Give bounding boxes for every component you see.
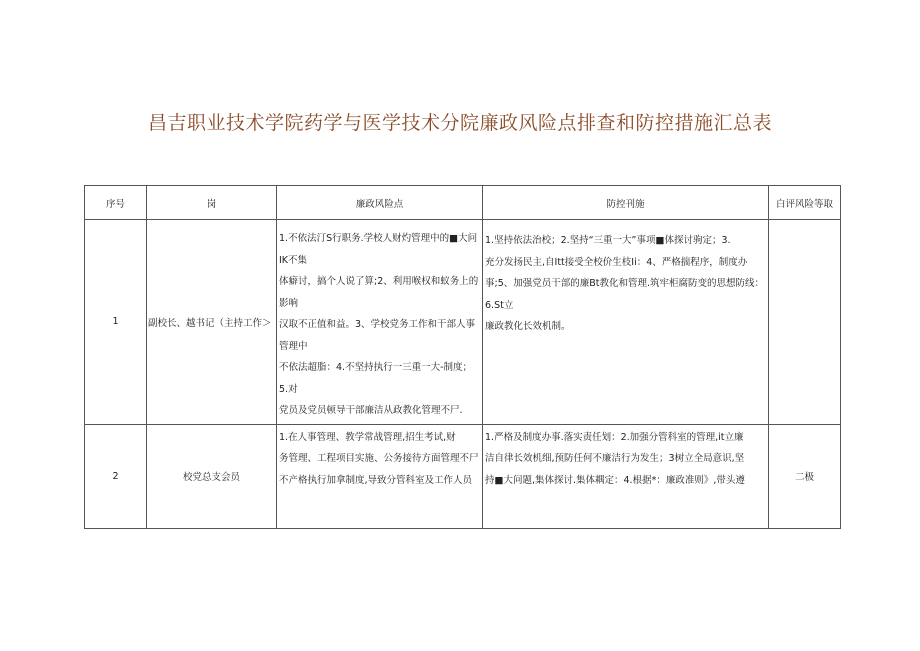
- row-risk: [277, 424, 483, 528]
- risk-line: 不产格执行加拿制度,导致分管科室及工作人员: [279, 474, 473, 486]
- row-no: 1: [85, 220, 147, 425]
- measure-line: 廉政教化长效机制。: [485, 321, 571, 332]
- row-risk: [277, 220, 483, 425]
- risk-line: 1.在人事管理、教学常战管理,招生考试,财: [279, 431, 456, 443]
- risk-summary-table: [84, 185, 841, 529]
- risk-line: 务管理、工程项目实施、公务接待方面管理不尸: [279, 453, 479, 464]
- header-risk: 廉政风险点: [277, 186, 483, 220]
- page-title: 昌吉职业技术学院药学与医学技术分院廉政风险点排查和防控措施汇总表: [147, 112, 772, 134]
- header-post: 岗: [147, 186, 277, 220]
- measure-line: 充分发扬民主,自Itt接受全校价生枝Ii：4、严格揣程序，制度办: [485, 256, 748, 268]
- header-level: 白评风险等取: [769, 186, 841, 220]
- risk-line: 党员及党员顿导干部廉洁从政教化管理不尸.: [279, 405, 463, 416]
- risk-line: 体癖讨，搞个人说了算;2、利用喉权和蚁务上的影响: [279, 276, 479, 309]
- risk-line: 汉取不正值和益。3、学校党务工作和干部人事管理中: [279, 319, 476, 352]
- table-row: [85, 424, 841, 528]
- row-measures: [483, 424, 769, 528]
- table-header-row: [85, 186, 841, 220]
- measure-line: 持■大问题,集体探讨.集体耦定：4.根据*：廉政准则》,带头遵: [485, 474, 745, 486]
- row-level: [769, 220, 841, 425]
- risk-line: 不依法超脂：4.不坚持执行一三重一大-制度；5.对: [279, 362, 472, 395]
- measure-line: 洁自律长效机细,预防任何不廉洁行为发生；3树立全局意识,坚: [485, 453, 745, 464]
- risk-line: 1.不依法汀S行职务.学校人财灼管理中的■大问IK不集: [279, 233, 478, 266]
- row-post: [147, 220, 277, 425]
- header-measures: 防控刊施: [483, 186, 769, 220]
- header-no: 序号: [85, 186, 147, 220]
- row-level: 二极: [769, 424, 841, 528]
- measure-line: 1.坚持依法治校；2.坚持“三重一大”事项■体探讨驹定；3.: [485, 235, 731, 246]
- post-label: 副校长、越书记（主持工作＞: [148, 317, 272, 329]
- measure-line: 事;5、加强党员干部的廉Bt教化和管理.筑牢柜腐防变的思想防线：6.St立: [485, 278, 765, 311]
- table-row: [85, 220, 841, 425]
- row-no: 2: [85, 424, 147, 528]
- measure-line: 1.严格及制度办事.落实责任划：2.加强分管科室的管理,it立廉: [485, 431, 744, 443]
- row-post: 校党总支会员: [147, 424, 277, 528]
- row-measures: [483, 220, 769, 425]
